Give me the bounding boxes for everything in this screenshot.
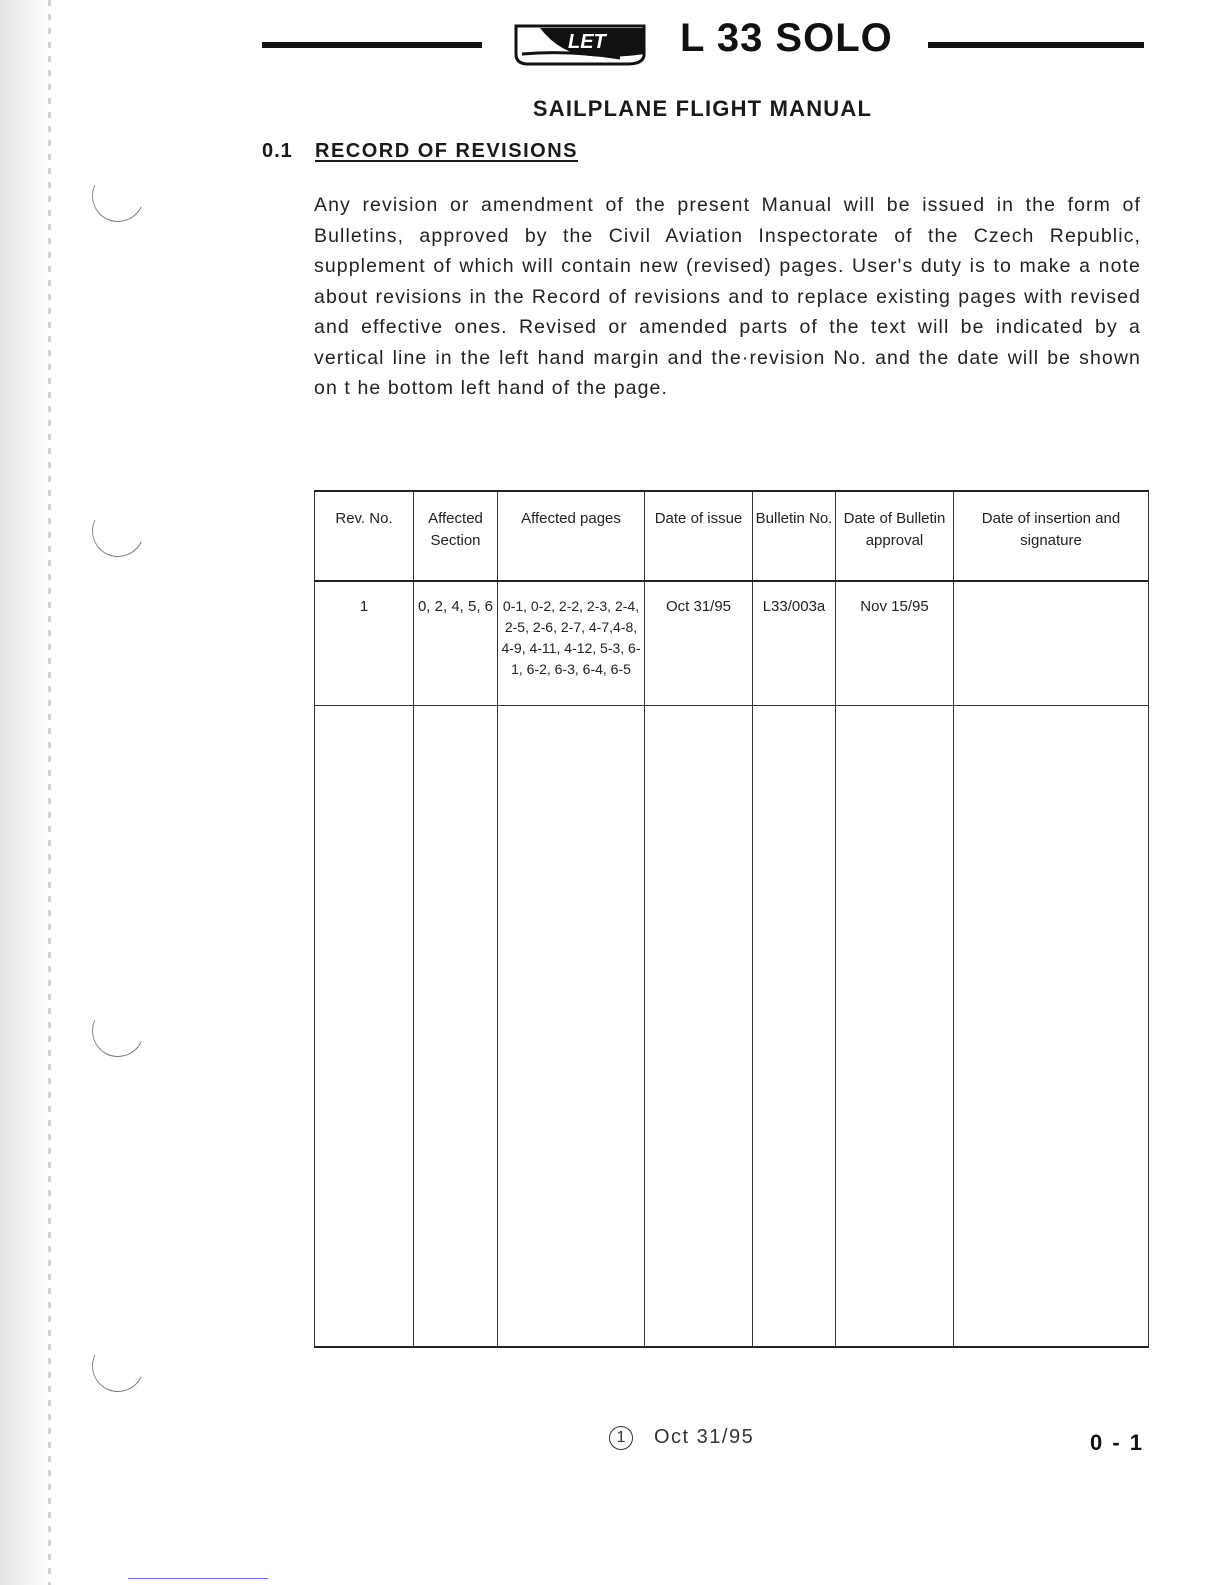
header-insertion-signature: Date of insertion and signature [954,491,1149,581]
section-title: RECORD OF REVISIONS [315,140,578,162]
document-title: L 33 SOLO [680,16,893,60]
header-bulletin-no: Bulletin No. [753,491,836,581]
header-date-of-issue: Date of issue [645,491,753,581]
footer-page-number: 0 - 1 [1090,1430,1145,1455]
empty-cell [498,705,645,1347]
punch-hole [85,998,152,1065]
empty-cell [315,705,414,1347]
footer-date: Oct 31/95 [654,1426,755,1448]
cell-date-of-issue: Oct 31/95 [645,581,753,705]
empty-cell [645,705,753,1347]
punch-hole [85,163,152,230]
revisions-table [314,490,1149,1348]
header-rule-right [928,42,1144,48]
logo-text: LET [568,31,606,53]
empty-cell [414,705,498,1347]
let-logo [510,18,650,68]
punch-hole [85,498,152,565]
table-row [315,581,1149,705]
cell-bulletin-no: L33/003a [753,581,836,705]
footer-revision-mark: 1 [609,1426,633,1450]
header-rev-no: Rev. No. [315,491,414,581]
document-subtitle: SAILPLANE FLIGHT MANUAL [532,96,873,121]
header-bulletin-approval: Date of Bulletin approval [836,491,954,581]
punch-hole [85,1333,152,1400]
header-affected-section: Affected Section [414,491,498,581]
cell-affected-section: 0, 2, 4, 5, 6 [414,581,498,705]
scan-edge [0,0,70,1585]
empty-cell [753,705,836,1347]
header-rule-left [262,42,482,48]
scan-bottom-mark [128,1578,268,1579]
cell-bulletin-approval: Nov 15/95 [836,581,954,705]
empty-cell [836,705,954,1347]
cell-insertion-signature [954,581,1149,705]
table-header-row [315,491,1149,581]
table-row-empty [315,705,1149,1347]
header-affected-pages: Affected pages [498,491,645,581]
cell-affected-pages: 0-1, 0-2, 2-2, 2-3, 2-4, 2-5, 2-6, 2-7, 4-7,4-8, 4-9, 4-11, 4-12, 5-3, 6-1, 6-2, 6-3, 6-4, 6-5 [498,581,645,705]
cell-rev-no: 1 [315,581,414,705]
empty-cell [954,705,1149,1347]
body-paragraph: Any revision or amendment of the present Manual will be issued in the form of Bulletins, approved by the Civil Aviation Inspectorate of the Czech Republic, supplement of which will contain new (revised) pages. User's duty is to make a note about revisions in the Record of revisions and to replace existing pages with revised and effective ones. Revised or amended parts of the text will be indicated by a vertical line in the left hand margin and the·revision No. and the date will be shown on t he bottom left hand of the page. [314,194,1141,399]
section-number: 0.1 [262,140,293,162]
